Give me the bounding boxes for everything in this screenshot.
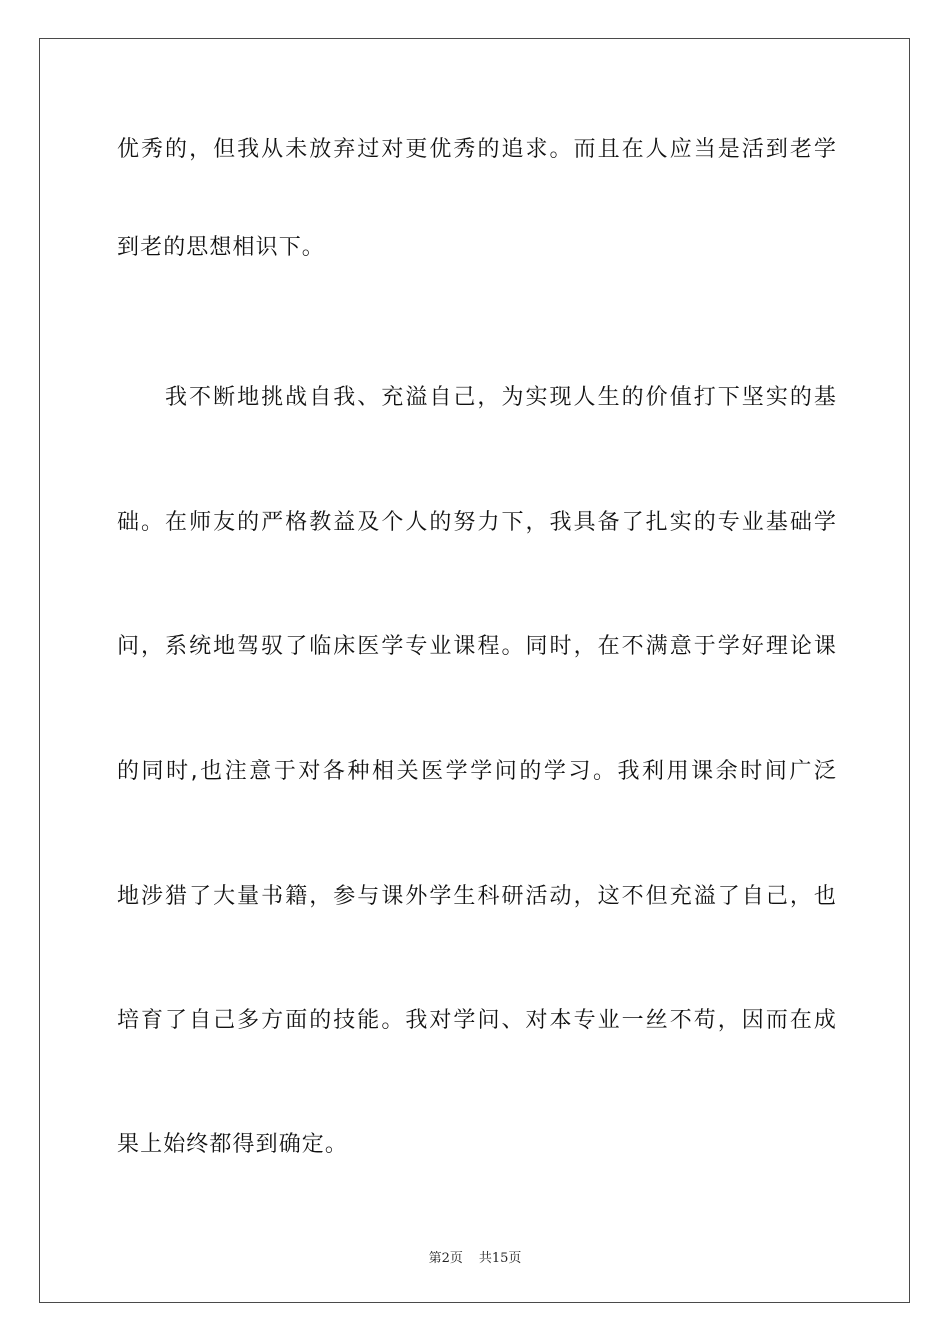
paragraph-line: 到老的思想相识下。	[117, 235, 325, 260]
paragraph-line: 优秀的，但我从未放弃过对更优秀的追求。而且在人应当是活到老学	[117, 137, 837, 162]
paragraph-line: 培育了自己多方面的技能。我对学问、对本专业一丝不苟，因而在成	[117, 1008, 837, 1033]
page-total: 共15页	[478, 1251, 522, 1266]
page-footer	[0, 1247, 950, 1266]
page-border	[39, 38, 910, 1303]
paragraph-line: 果上始终都得到确定。	[117, 1132, 349, 1157]
paragraph-line: 础。在师友的严格教益及个人的努力下，我具备了扎实的专业基础学	[117, 510, 837, 535]
paragraph-line: 地涉猎了大量书籍，参与课外学生科研活动，这不但充溢了自己，也	[117, 884, 837, 909]
paragraph-line: 问，系统地驾驭了临床医学专业课程。同时，在不满意于学好理论课	[117, 634, 837, 659]
paragraph-line: 的同时,也注意于对各种相关医学学问的学习。我利用课余时间广泛	[117, 759, 837, 784]
paragraph-line: 我不断地挑战自我、充溢自己，为实现人生的价值打下坚实的基	[165, 385, 837, 410]
page-number: 第2页	[428, 1251, 463, 1266]
